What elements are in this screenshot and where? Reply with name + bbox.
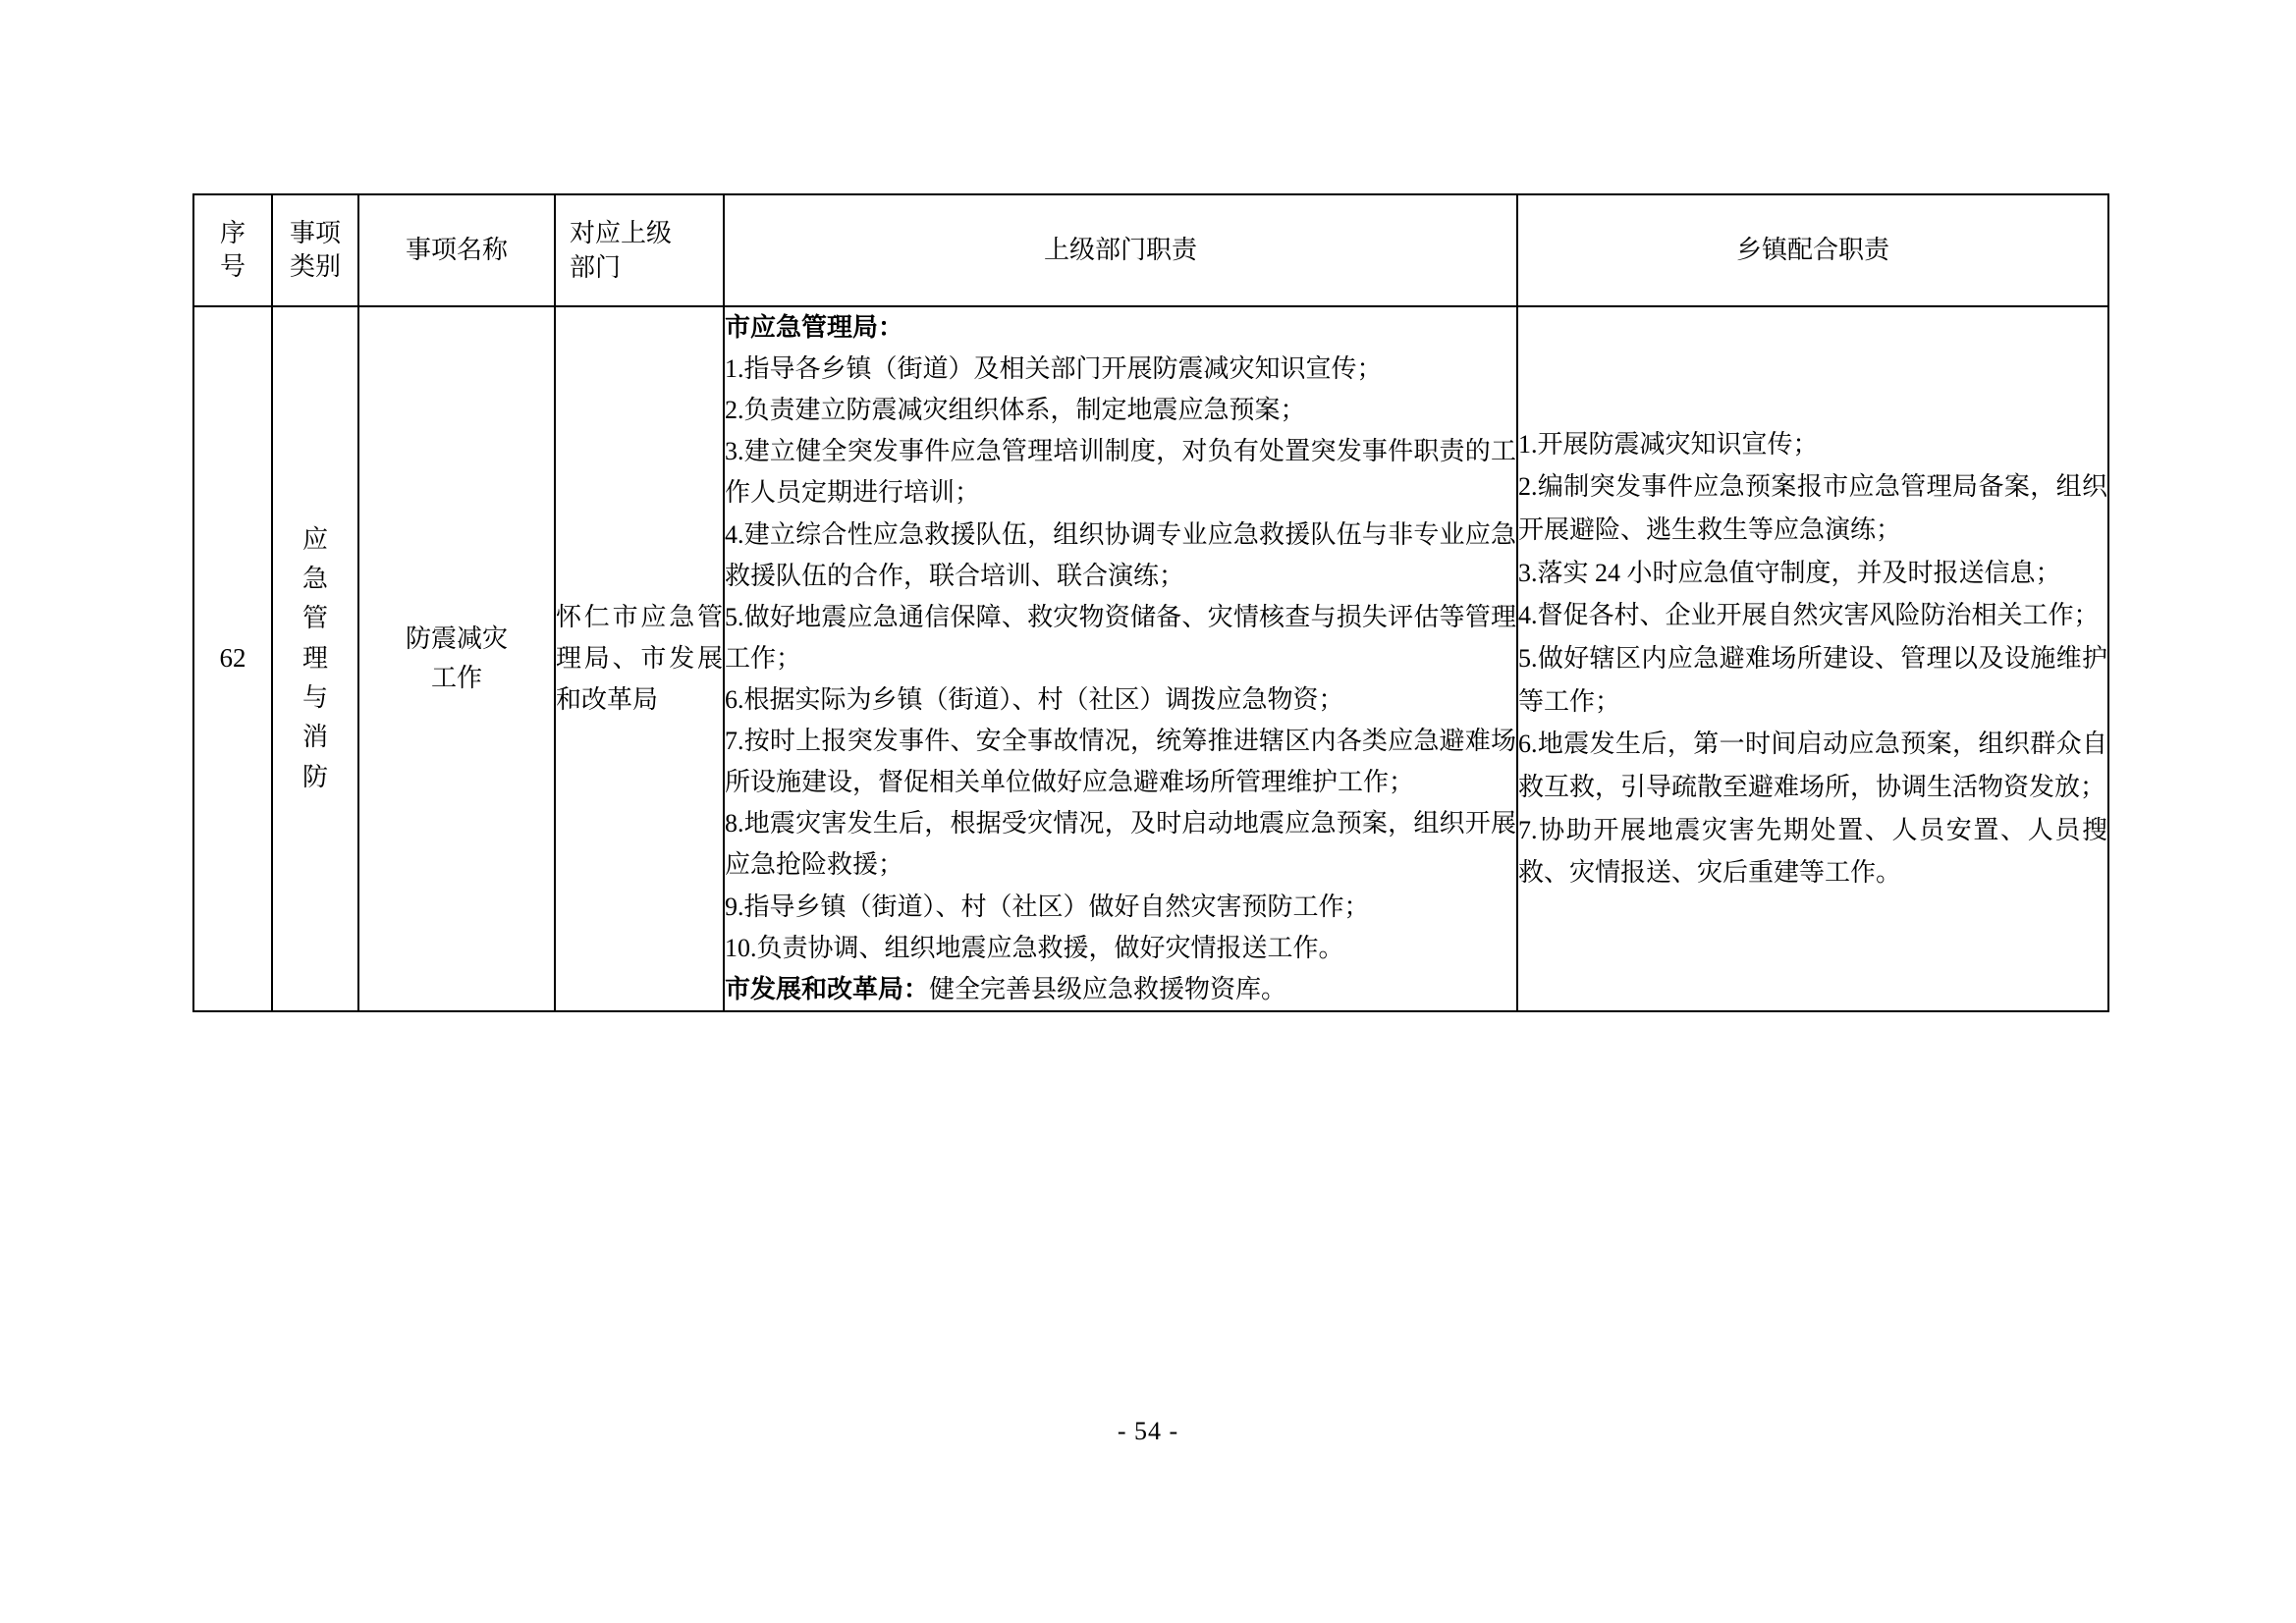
column-header-seq-line1: 序 [219, 219, 246, 248]
upper-duty-item: 7.按时上报突发事件、安全事故情况，统筹推进辖区内各类应急避难场所设施建设，督促相关单位做好应急避难场所管理维护工作； [725, 727, 1516, 797]
cell-category-char: 理 [301, 643, 328, 673]
table-body [193, 306, 2108, 1011]
upper-duty-item: 4.建立综合性应急救援队伍，组织协调专业应急救援队伍与非专业应急救援队伍的合作，联合培训、联合演练； [725, 519, 1516, 590]
column-header-upper-duties [724, 194, 1517, 306]
column-header-category-line1: 事项 [289, 219, 341, 248]
cell-item-name-line: 工作 [430, 663, 482, 692]
upper-duty-subheading [725, 969, 1516, 1010]
cell-item-name-line: 防震减灾 [405, 623, 508, 653]
column-header-upper-department-line2: 部门 [570, 253, 622, 282]
table-header [193, 194, 2108, 306]
cell-upper-department-text: 怀仁市应急管理局、市发展和改革局 [556, 602, 723, 714]
column-header-town-duties-line1: 乡镇配合职责 [1735, 236, 1889, 265]
page-footer: - 54 - [1117, 1417, 1179, 1445]
upper-duty-heading: 市应急管理局： [725, 313, 904, 342]
cell-category-char: 管 [301, 604, 328, 633]
table-header-row [193, 194, 2108, 306]
column-header-item-name-line1: 事项名称 [405, 236, 508, 265]
upper-duty-item: 9.指导乡镇（街道）、村（社区）做好自然灾害预防工作； [725, 892, 1370, 921]
cell-category [272, 306, 358, 1011]
town-duty-item: 5.做好辖区内应急避难场所建设、管理以及设施维护等工作； [1518, 644, 2107, 716]
town-duty-item: 3.落实 24 小时应急值守制度，并及时报送信息； [1518, 558, 2061, 587]
table-row [193, 306, 2108, 1011]
cell-upper-department [555, 306, 724, 1011]
column-header-category-line2: 类别 [289, 252, 341, 281]
town-duty-item: 4.督促各村、企业开展自然灾害风险防治相关工作； [1518, 601, 2100, 630]
cell-category-char: 防 [301, 762, 328, 791]
town-duty-item: 1.开展防震减灾知识宣传； [1518, 429, 1819, 459]
responsibility-table [192, 193, 2109, 1012]
upper-duty-item: 3.建立健全突发事件应急管理培训制度，对负有处置突发事件职责的工作人员定期进行培训； [725, 437, 1516, 508]
town-duty-item: 7.协助开展地震灾害先期处置、人员安置、人员搜救、灾情报送、灾后重建等工作。 [1518, 815, 2107, 888]
cell-category-char: 急 [301, 565, 328, 594]
upper-duty-subheading-label: 市发展和改革局： [725, 974, 930, 1003]
column-header-category [272, 194, 358, 306]
upper-duty-item: 1.指导各乡镇（街道）及相关部门开展防震减灾知识宣传； [725, 354, 1383, 384]
upper-duty-item: 6.根据实际为乡镇（街道）、村（社区）调拨应急物资； [725, 684, 1344, 714]
column-header-upper-duties-line1: 上级部门职责 [1043, 236, 1197, 265]
cell-category-char: 应 [301, 524, 328, 554]
cell-town-duties [1517, 306, 2108, 1011]
upper-duty-subheading-text: 健全完善县级应急救援物资库。 [929, 974, 1287, 1003]
cell-category-char: 消 [301, 723, 328, 752]
town-duties-list [1518, 423, 2107, 894]
cell-item-name [358, 306, 555, 1011]
column-header-seq [193, 194, 272, 306]
town-duty-item: 2.编制突发事件应急预案报市应急管理局备案，组织开展避险、逃生救生等应急演练； [1518, 472, 2107, 545]
upper-duty-item: 8.地震灾害发生后，根据受灾情况，及时启动地震应急预案，组织开展应急抢险救援； [725, 809, 1516, 880]
upper-duty-item: 10.负责协调、组织地震应急救援，做好灾情报送工作。 [725, 933, 1344, 962]
column-header-item-name [358, 194, 555, 306]
column-header-upper-department [555, 194, 724, 306]
town-duty-item: 6.地震发生后，第一时间启动应急预案，组织群众自救互救，引导疏散至避难场所，协调生活物资发放； [1518, 730, 2107, 802]
cell-category-char: 与 [301, 683, 328, 713]
upper-duties-list [725, 307, 1516, 1010]
cell-seq: 62 [193, 306, 272, 1011]
upper-duty-item: 2.负责建立防震减灾组织体系，制定地震应急预案； [725, 396, 1306, 425]
cell-upper-duties [724, 306, 1517, 1011]
column-header-upper-department-line1: 对应上级 [570, 218, 673, 247]
upper-duty-item: 5.做好地震应急通信保障、救灾物资储备、灾情核查与损失评估等管理工作； [725, 602, 1516, 673]
column-header-seq-line2: 号 [219, 252, 246, 281]
column-header-town-duties [1517, 194, 2108, 306]
